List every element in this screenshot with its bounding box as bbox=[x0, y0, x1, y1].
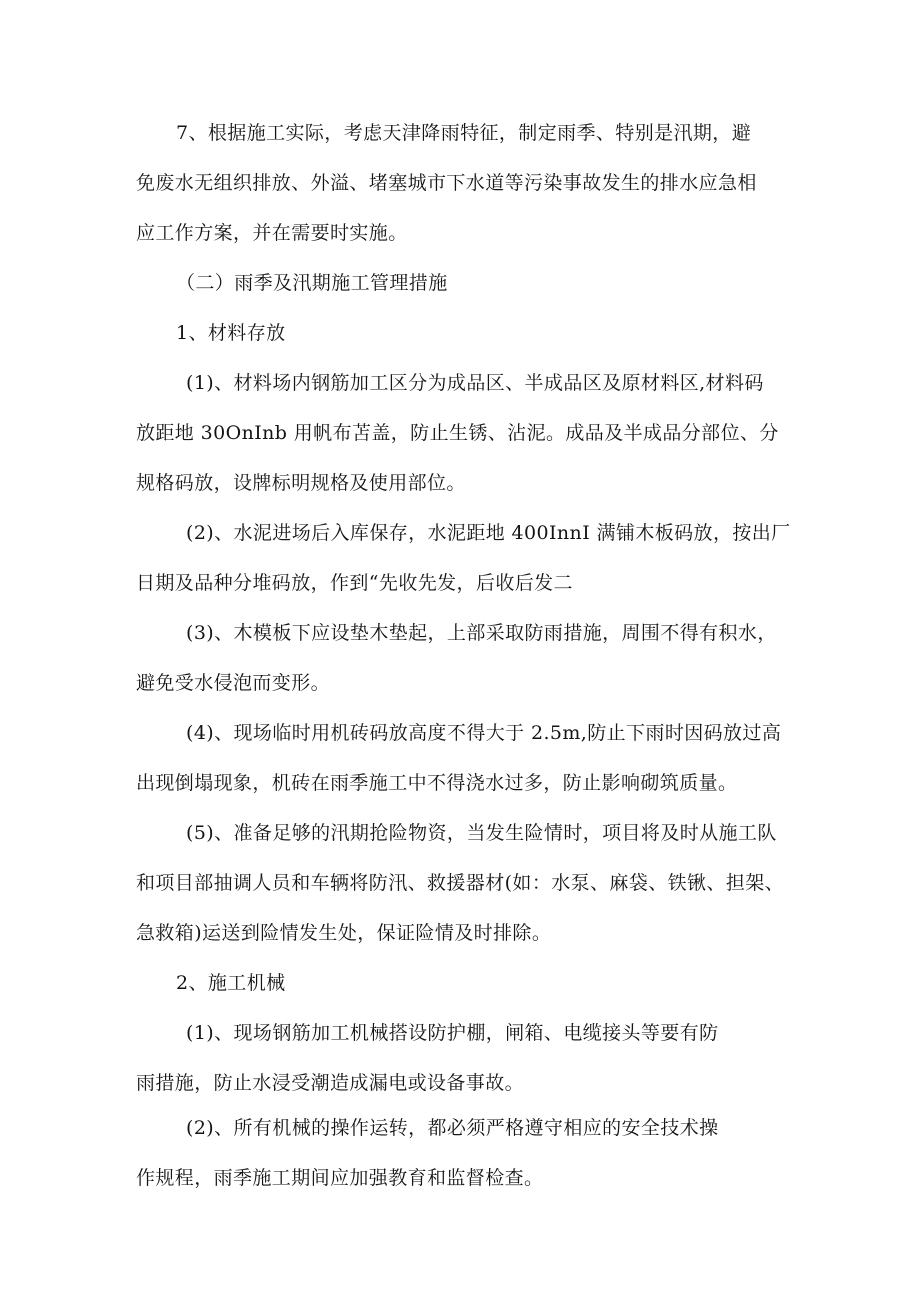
machinery-item-1-line-2: 雨措施，防止水浸受潮造成漏电或设备事故。 bbox=[136, 1072, 525, 1094]
section-heading-rainy-season: （二）雨季及汛期施工管理措施 bbox=[176, 272, 448, 294]
subheading-construction-machinery: 2、施工机械 bbox=[176, 972, 286, 994]
paragraph-7-line-1: 7、根据施工实际，考虑天津降雨特征，制定雨季、特别是汛期，避 bbox=[176, 122, 752, 144]
item-2-line-2: 日期及品种分堆码放，作到“先收先发，后收后发二 bbox=[136, 572, 573, 594]
machinery-item-1-line-1: (1)、现场钢筋加工机械搭设防护棚，闸箱、电缆接头等要有防 bbox=[186, 1022, 719, 1044]
item-4-line-1: (4)、现场临时用机砖码放高度不得大于 2.5m,防止下雨时因码放过高 bbox=[186, 722, 782, 744]
item-5-line-1: (5)、准备足够的汛期抢险物资，当发生险情时，项目将及时从施工队 bbox=[186, 822, 777, 844]
item-1-line-3: 规格码放，设牌标明规格及使用部位。 bbox=[136, 472, 466, 494]
item-5-line-3: 急救箱)运送到险情发生处，保证险情及时排除。 bbox=[136, 922, 552, 944]
item-3-line-2: 避免受水侵泡而变形。 bbox=[136, 672, 331, 694]
paragraph-7-line-3: 应工作方案，并在需要时实施。 bbox=[136, 222, 408, 244]
item-1-line-1: (1)、材料场内钢筋加工区分为成品区、半成品区及原材料区,材料码 bbox=[186, 372, 764, 394]
item-5-line-2: 和项目部抽调人员和车辆将防汛、救援器材(如：水泵、麻袋、铁锹、担架、 bbox=[136, 872, 785, 894]
machinery-item-2-line-2: 作规程，雨季施工期间应加强教育和监督检查。 bbox=[136, 1167, 544, 1189]
machinery-item-2-line-1: (2)、所有机械的操作运转，都必须严格遵守相应的安全技术操 bbox=[186, 1117, 719, 1139]
item-3-line-1: (3)、木模板下应设垫木垫起，上部采取防雨措施，周围不得有积水， bbox=[186, 622, 777, 644]
subheading-material-storage: 1、材料存放 bbox=[176, 322, 286, 344]
item-1-line-2: 放距地 30OnInb 用帆布苫盖，防止生锈、沾泥。成品及半成品分部位、分 bbox=[136, 422, 779, 444]
item-2-line-1: (2)、水泥进场后入库保存，水泥距地 400InnI 满铺木板码放，按出厂 bbox=[186, 522, 791, 544]
item-4-line-2: 出现倒塌现象，机砖在雨季施工中不得浇水过多，防止影响砌筑质量。 bbox=[136, 772, 738, 794]
paragraph-7-line-2: 免废水无组织排放、外溢、堵塞城市下水道等污染事故发生的排水应急相 bbox=[136, 172, 757, 194]
